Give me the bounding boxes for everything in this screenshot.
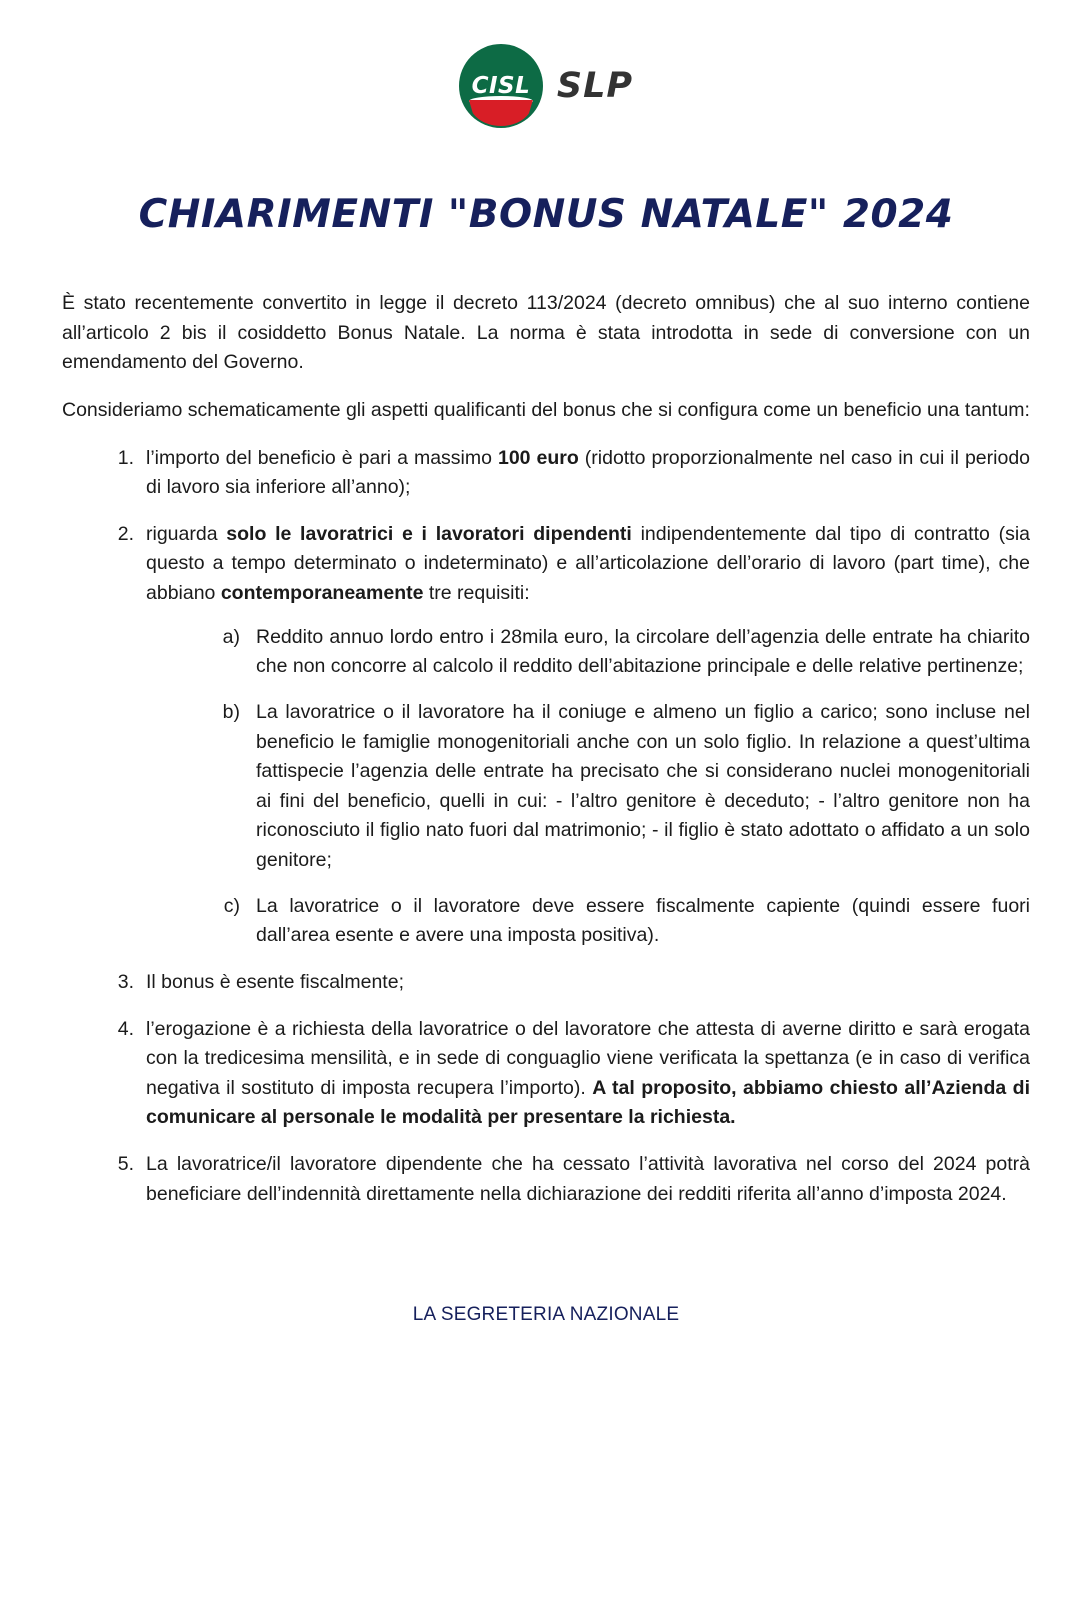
sublist-item-content: La lavoratrice o il lavoratore deve essere fiscalmente capiente (quindi essere fuori dall’area esente e avere una imposta positiva). — [256, 894, 1030, 947]
logo-cisl-text: CISL — [471, 73, 531, 99]
page-title: CHIARIMENTI "BONUS NATALE" 2024 — [138, 192, 954, 237]
logo-slp-wordmark: SLP — [556, 66, 634, 106]
intro-paragraph-2: Consideriamo schematicamente gli aspetti qualificanti del bonus che si configura come un beneficio una tantum: — [62, 398, 1030, 421]
list-item — [106, 968, 1030, 998]
document-body — [62, 289, 1030, 1600]
list-item-content: riguarda solo le lavoratrici e i lavoratori dipendenti indipendentemente dal tipo di contratto (sia questo a tempo determinato o indeterminato) e all’articolazione dell’orario di lavoro (part time), che abbiano contemporaneamente tre requisiti: — [146, 522, 1030, 604]
requirements-list — [62, 444, 1030, 1210]
signature-line: LA SEGRETERIA NAZIONALE — [412, 1304, 680, 1326]
list-item — [208, 698, 1030, 876]
list-item — [106, 520, 1030, 951]
list-item — [106, 1015, 1030, 1134]
list-item — [208, 892, 1030, 951]
list-item-content: La lavoratrice/il lavoratore dipendente che ha cessato l’attività lavorativa nel corso del 2024 potrà beneficiare dell’indennità direttamente nella dichiarazione dei redditi riferita all’anno d’imposta 2024. — [146, 1153, 1030, 1205]
cisl-roundel-icon — [459, 44, 543, 128]
list-item — [106, 444, 1030, 503]
list-item-content: l’erogazione è a richiesta della lavoratrice o del lavoratore che attesta di averne diritto e sarà erogata con la tredicesima mensilità, e in sede di conguaglio viene verificata la spettanza (e in caso di verifica negativa il sostituto di imposta recupera l’importo). A tal proposito, abbiamo chiesto all’Azienda di comunicare al personale le modalità per presentare la richiesta. — [146, 1017, 1030, 1129]
list-item — [208, 623, 1030, 682]
list-item-content: Il bonus è esente fiscalmente; — [146, 970, 404, 993]
cisl-slp-logo — [459, 44, 633, 128]
sublist-item-content: La lavoratrice o il lavoratore ha il coniuge e almeno un figlio a carico; sono incluse nel beneficio le famiglie monogenitoriali anche con un solo figlio. In relazione a quest’ultima fattispecie l’agenzia delle entrate ha precisato che si considerano nuclei monogenitoriali ai fini del beneficio, quelli in cui: - l’altro genitore è deceduto; - l’altro genitore non ha riconosciuto il figlio nato fuori dal matrimonio; - il figlio è stato adottato o affidato a un solo genitore; — [256, 700, 1030, 871]
logo-header — [62, 0, 1030, 128]
intro-paragraph-1: È stato recentemente convertito in legge il decreto 113/2024 (decreto omnibus) che al suo interno contiene all’articolo 2 bis il cosiddetto Bonus Natale. La norma è stata introdotta in sede di conversione con un emendamento del Governo. — [62, 292, 1030, 374]
list-item — [106, 1150, 1030, 1209]
requirements-sublist — [146, 623, 1030, 951]
sublist-item-content: Reddito annuo lordo entro i 28mila euro, la circolare dell’agenzia delle entrate ha chiarito che non concorre al calcolo il reddito dell’abitazione principale e delle relative pertinenze; — [256, 625, 1030, 678]
page-tail-space — [62, 1330, 1030, 1600]
list-item-content: l’importo del beneficio è pari a massimo 100 euro (ridotto proporzionalmente nel caso in cui il periodo di lavoro sia inferiore all’anno); — [146, 446, 1031, 499]
